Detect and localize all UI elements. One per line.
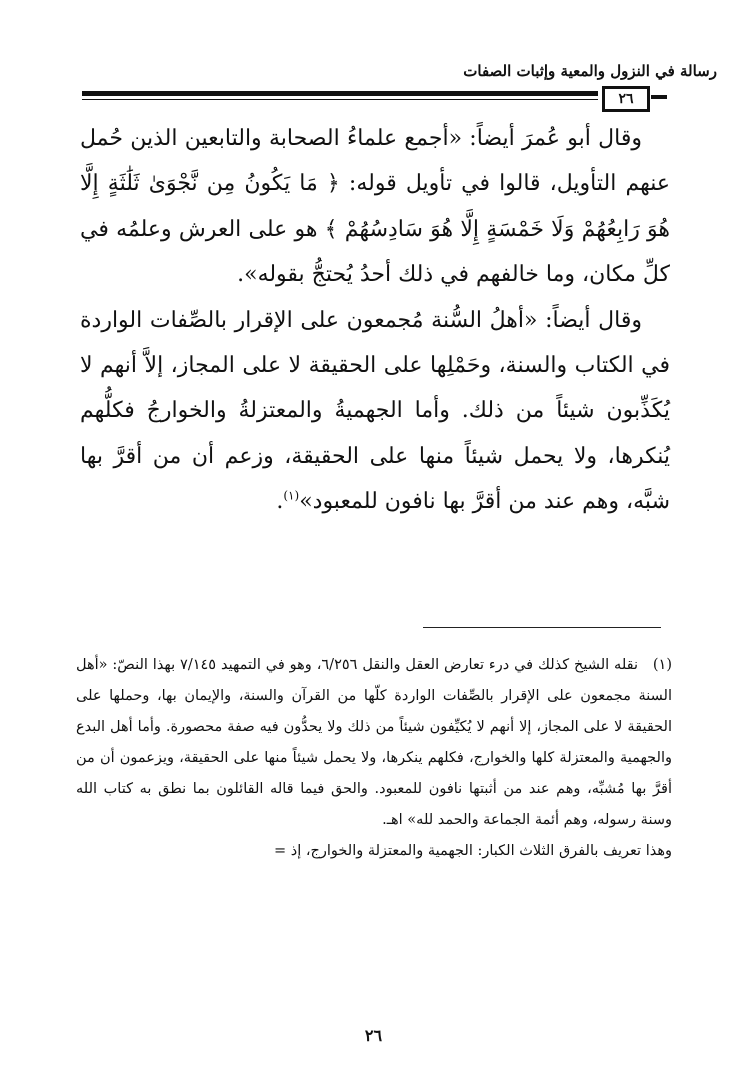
header-page-number: ٢٦	[602, 86, 650, 112]
header-rule-thin	[82, 99, 598, 100]
quran-verse: ﴿ مَا يَكُونُ مِن نَّجْوَىٰ ثَلَٰثَةٍ إِلَّا هُوَ رَابِعُهُمْ وَلَا خَمْسَةٍ إِلَّا هُوَ سَادِسُهُمْ ﴾	[80, 171, 671, 242]
footnote-separator	[423, 627, 661, 628]
paragraph-1-text: وقال أبو عُمرَ أيضاً: «أجمع علماءُ الصحابة والتابعين الذين حُمل عنهم التأويل، قالوا في تأويل قوله:	[80, 126, 670, 197]
footnotes	[76, 650, 672, 867]
paragraph-2	[80, 298, 670, 525]
main-text	[80, 116, 670, 525]
paragraph-1	[80, 116, 670, 298]
running-title: رسالة في النزول والمعية وإثبات الصفات	[463, 62, 717, 80]
header-rule	[82, 86, 667, 114]
paragraph-2-end: .	[276, 489, 284, 515]
header-rule-tail	[651, 95, 667, 99]
footnote-continuation: وهذا تعريف بالفرق الثلاث الكبار: الجهمية والمعتزلة والخوارج، إذ =	[274, 843, 672, 859]
footnote-number: (١)	[652, 657, 672, 673]
page-number: ٢٦	[364, 1026, 383, 1045]
footnote-1-text: نقله الشيخ كذلك في درء تعارض العقل والنقل ٦/٢٥٦، وهو في التمهيد ٧/١٤٥ بهذا النصّ: «أهل السنة مجمعون على الإقرار بالصِّفات الواردة كلّها من القرآن والسنة، والإيمان بها، وحملها على الحقيقة لا على المجاز، إلا أنهم لا يُكيِّفون شيئاً من ذلك ولا يحدُّون فيه صفة محصورة. وأما أهل البدع والجهمية والمعتزلة كلها والخوارج، فكلهم ينكرها، ولا يحمل شيئاً منها على الحقيقة، ويزعمون أن من أقرَّ بها مُشبِّه، وهم عند من أثبتها نافون للمعبود. والحق فيما قاله القائلون بما نطق به كتاب الله وسنة رسوله، وهم أئمة الجماعة والحمد لله» اهـ.	[76, 657, 672, 828]
paragraph-1-text-end: هو على العرش وعلمُه في كلِّ مكان، وما خالفهم في ذلك أحدُ يُحتجُّ بقوله».	[80, 216, 670, 288]
footnote-1	[76, 650, 672, 836]
footnote-reference[interactable]: (١)	[283, 488, 300, 503]
header-rule-thick	[82, 91, 598, 96]
paragraph-2-text: وقال أيضاً: «أهلُ السُّنة مُجمعون على الإقرار بالصِّفات الواردة في الكتاب والسنة، وحَمْلِها على الحقيقة لا على المجاز، إلاَّ أنهم لا يُكَذِّبون شيئاً من ذلك. وأما الجهميةُ والمعتزلةُ والخوارجُ فكلُّهم يُنكرها، ولا يحمل شيئاً منها على الحقيقة، وزعم أن من أقرَّ بها شبَّه، وهم عند من أقرَّ بها نافون للمعبود»	[80, 307, 670, 515]
